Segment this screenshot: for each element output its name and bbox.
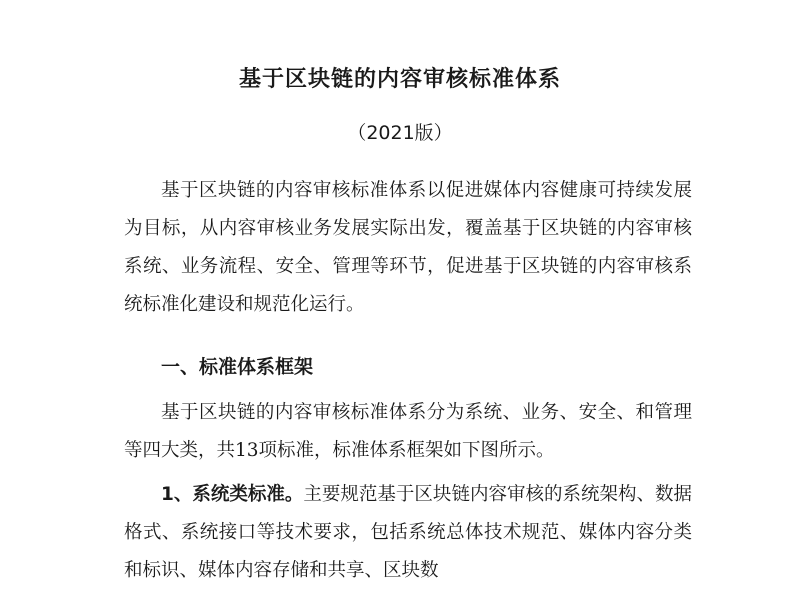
- document-title: 基于区块链的内容审核标准体系: [238, 67, 561, 92]
- framework-paragraph: 基于区块链的内容审核标准体系分为系统、业务、安全、和管理等四大类，共13项标准，标准体系框架如下图所示。: [124, 402, 692, 461]
- system-standards-paragraph: [124, 476, 692, 590]
- system-standards-lead: 1、系统类标准。: [161, 484, 304, 505]
- document-subtitle: （2021版）: [347, 122, 453, 144]
- section-heading-framework: 一、标准体系框架: [161, 356, 314, 378]
- intro-paragraph: 基于区块链的内容审核标准体系以促进媒体内容健康可持续发展为目标，从内容审核业务发展实际出发，覆盖基于区块链的内容审核系统、业务流程、安全、管理等环节，促进基于区块链的内容审核系统标准化建设和规范化运行。: [124, 180, 692, 315]
- system-standards-text: 主要规范基于区块链内容审核的系统架构、数据格式、系统接口等技术要求，包括系统总体技术规范、媒体内容分类和标识、媒体内容存储和共享、区块数: [124, 484, 692, 581]
